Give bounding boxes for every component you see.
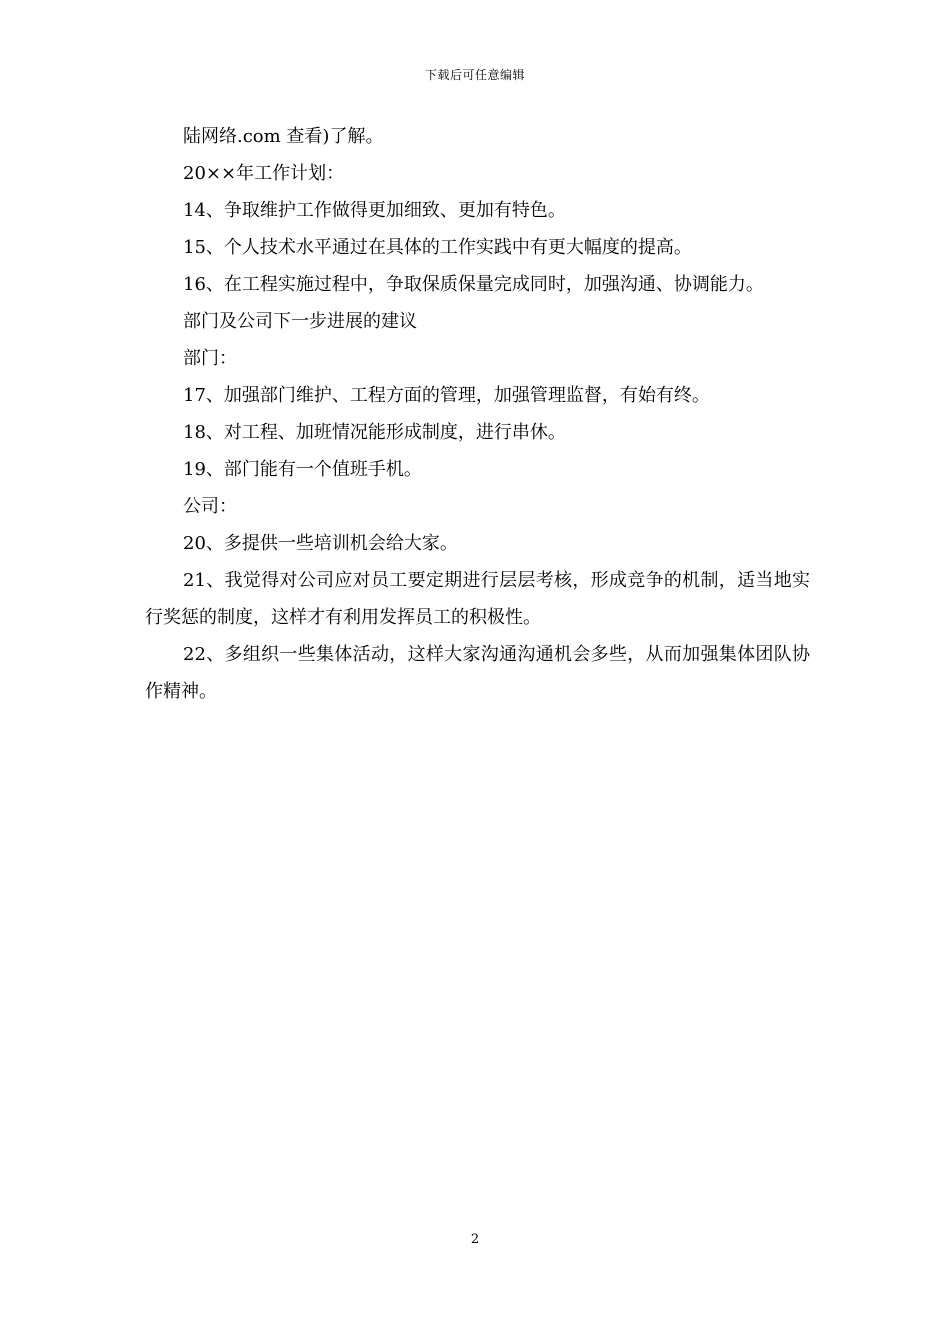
subsection-label: 公司：: [183, 496, 237, 517]
paragraph: 17、加强部门维护、工程方面的管理，加强管理监督，有始有终。: [183, 385, 710, 406]
paragraph: 陆网络.com 查看)了解。: [183, 126, 384, 147]
paragraph: 20××年工作计划：: [183, 163, 345, 184]
document-body: [145, 118, 810, 710]
page-header: 下载后可任意编辑: [424, 68, 525, 82]
paragraph: 22、多组织一些集体活动，这样大家沟通沟通机会多些，从而加强集体团队协作精神。: [145, 644, 810, 702]
paragraph: 16、在工程实施过程中，争取保质保量完成同时，加强沟通、协调能力。: [183, 274, 764, 295]
section-heading: 部门及公司下一步进展的建议: [183, 311, 417, 332]
paragraph: 20、多提供一些培训机会给大家。: [183, 533, 458, 554]
paragraph: 14、争取维护工作做得更加细致、更加有特色。: [183, 200, 566, 221]
page-number: 2: [470, 1232, 480, 1247]
subsection-label: 部门：: [183, 348, 237, 369]
paragraph: 21、我觉得对公司应对员工要定期进行层层考核，形成竞争的机制，适当地实行奖惩的制度，这样才有利用发挥员工的积极性。: [145, 570, 810, 628]
paragraph: 18、对工程、加班情况能形成制度，进行串休。: [183, 422, 566, 443]
paragraph: 19、部门能有一个值班手机。: [183, 459, 422, 480]
paragraph: 15、个人技术水平通过在具体的工作实践中有更大幅度的提高。: [183, 237, 692, 258]
